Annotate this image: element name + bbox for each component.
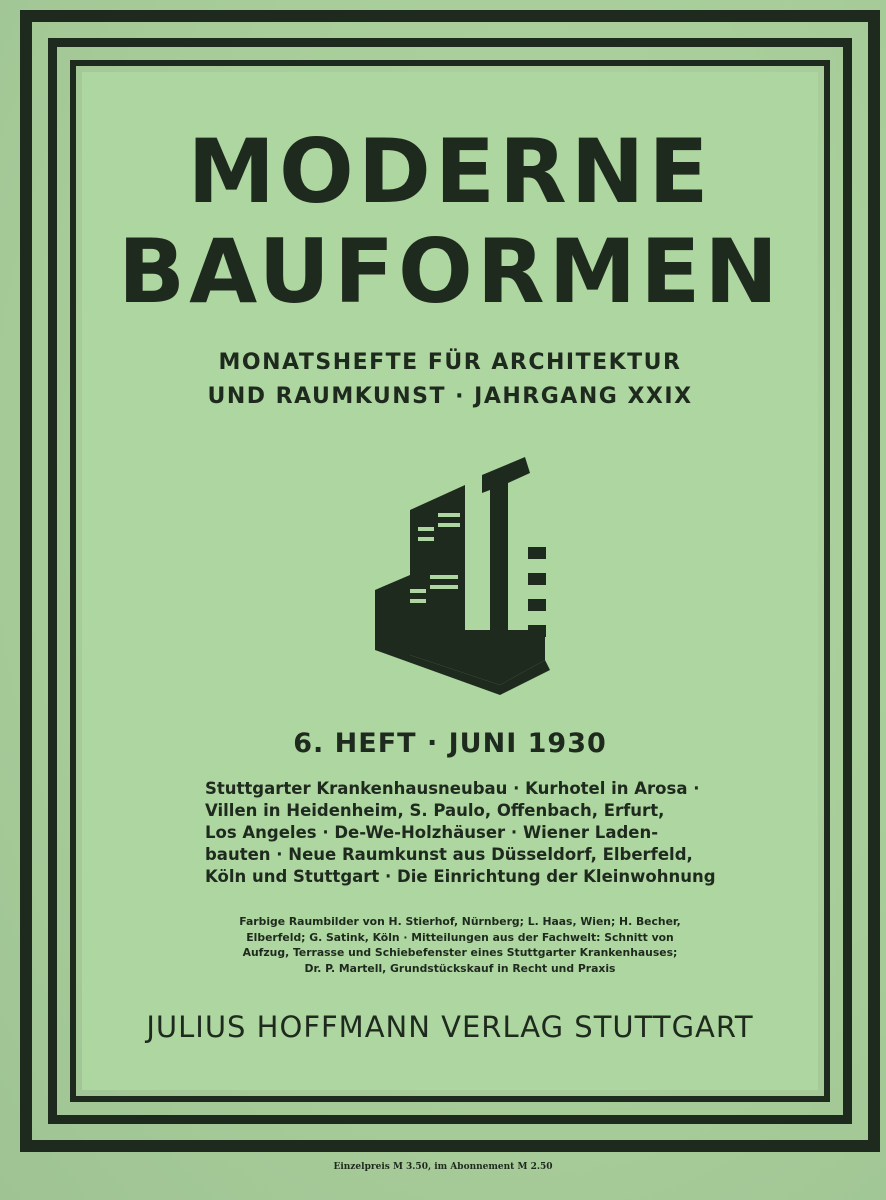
contents-line: Villen in Heidenheim, S. Paulo, Offenbach, Erfurt, <box>205 801 665 820</box>
publisher-name: JULIUS HOFFMANN VERLAG STUTTGART <box>146 1010 754 1044</box>
small-print <box>200 914 720 976</box>
contents-line: Stuttgarter Krankenhausneubau · Kurhotel in Arosa · <box>205 779 700 798</box>
contents-line: bauten · Neue Raumkunst aus Düsseldorf, Elberfeld, <box>205 845 693 864</box>
small-print-line: Farbige Raumbilder von H. Stierhof, Nürnberg; L. Haas, Wien; H. Becher, <box>239 915 681 928</box>
small-print-line: Elberfeld; G. Satink, Köln · Mitteilungen aus der Fachwelt: Schnitt von <box>246 930 674 944</box>
small-print-line: Aufzug, Terrasse und Schiebefenster eines Stuttgarter Krankenhauses; <box>242 946 678 959</box>
price-note: Einzelpreis M 3.50, im Abonnement M 2.50 <box>333 1162 553 1172</box>
title-line-1: MODERNE <box>187 120 713 223</box>
subtitle-line-2: UND RAUMKUNST · JAHRGANG XXIX <box>207 384 693 409</box>
contents-line: Köln und Stuttgart · Die Einrichtung der Kleinwohnung <box>205 867 716 886</box>
contents-line: Los Angeles · De-We-Holzhäuser · Wiener Laden- <box>205 823 659 842</box>
subtitle-line-1: MONATSHEFTE FÜR ARCHITEKTUR <box>218 350 682 375</box>
issue-number: 6. HEFT · JUNI 1930 <box>293 728 607 759</box>
title-line-2: BAUFORMEN <box>118 220 782 323</box>
small-print-line: Dr. P. Martell, Grundstückskauf in Recht und Praxis <box>304 961 616 975</box>
building-logo-icon <box>370 455 560 695</box>
contents-list <box>205 778 716 888</box>
